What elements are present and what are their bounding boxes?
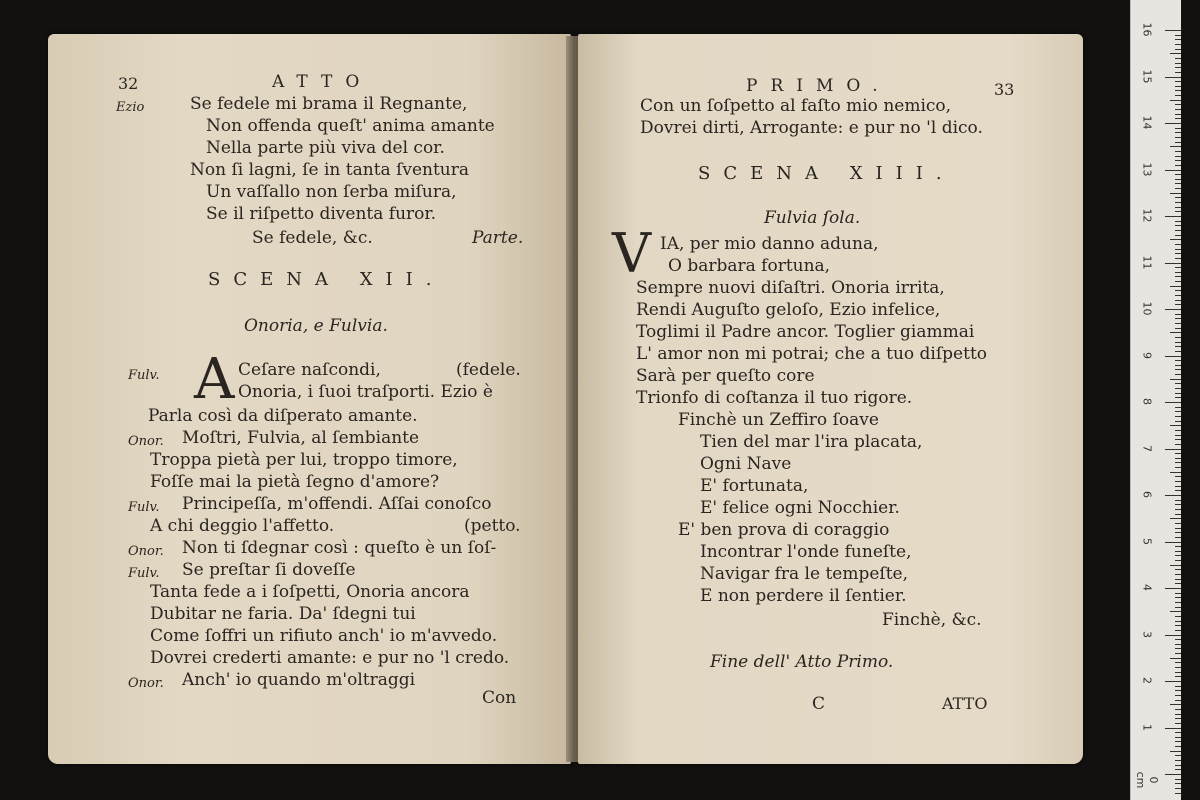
ruler-tick — [1175, 616, 1181, 617]
scene-title: SCENA XIII. — [698, 163, 955, 184]
ruler-tick — [1175, 165, 1181, 166]
ruler-tick — [1175, 267, 1181, 268]
ruler-tick — [1175, 686, 1181, 687]
ruler-tick — [1175, 504, 1181, 505]
ruler-tick — [1175, 225, 1181, 226]
catchword: ATTO — [942, 694, 988, 713]
ruler-tick — [1175, 337, 1181, 338]
signature-mark: C — [812, 694, 826, 714]
ruler-label: 1 — [1140, 723, 1154, 731]
aria-line: Se il riſpetto diventa furor. — [206, 204, 437, 224]
ruler-tick — [1175, 369, 1181, 370]
ruler-tick — [1175, 662, 1181, 663]
dialogue-line: Troppa pietà per lui, troppo timore, — [150, 450, 458, 470]
ruler-tick — [1175, 407, 1181, 408]
aria-line: E non perdere il ſentier. — [700, 586, 907, 606]
aria-line: E' felice ogni Nocchier. — [700, 498, 900, 518]
ruler-tick — [1170, 425, 1181, 426]
aria-line: Incontrar l'onde funeſte, — [700, 542, 912, 562]
ruler-tick — [1175, 365, 1181, 366]
ruler-tick — [1175, 132, 1181, 133]
ruler-tick — [1165, 77, 1181, 78]
ruler-tick — [1175, 151, 1181, 152]
ruler-tick — [1175, 351, 1181, 352]
ruler-tick — [1175, 211, 1181, 212]
ruler-tick — [1175, 551, 1181, 552]
dialogue-line: Se preſtar ſi doveſſe — [182, 560, 356, 580]
ruler-tick — [1175, 676, 1181, 677]
ruler-tick — [1175, 779, 1181, 780]
ruler-tick — [1175, 723, 1181, 724]
ruler-tick — [1175, 160, 1181, 161]
ruler-tick — [1175, 235, 1181, 236]
ruler-tick — [1175, 500, 1181, 501]
recitative-line: Trionfo di coſtanza il tuo rigore. — [636, 388, 913, 408]
dialogue-line: A chi deggio l'affetto. — [150, 516, 335, 536]
ruler-label: 14 — [1140, 115, 1154, 130]
ruler-tick — [1170, 751, 1181, 752]
ruler-tick — [1175, 755, 1181, 756]
ruler-tick — [1175, 597, 1181, 598]
ruler-tick — [1175, 179, 1181, 180]
ruler-tick — [1175, 137, 1181, 138]
right-running-head: PRIMO. — [746, 76, 891, 96]
aria-line: Se fedele mi brama il Regnante, — [190, 94, 468, 114]
ruler-tick — [1175, 476, 1181, 477]
ruler-tick — [1175, 221, 1181, 222]
ruler-tick — [1175, 639, 1181, 640]
ruler-tick — [1175, 769, 1181, 770]
ruler-tick — [1175, 397, 1181, 398]
measuring-ruler — [1130, 0, 1181, 800]
ruler-tick — [1165, 774, 1181, 775]
ruler-tick — [1170, 518, 1181, 519]
ruler-label: 12 — [1140, 208, 1154, 223]
ruler-tick — [1175, 393, 1181, 394]
da-capo: Finchè, &c. — [882, 610, 982, 630]
ruler-tick — [1175, 458, 1181, 459]
ruler-tick — [1175, 411, 1181, 412]
ruler-tick — [1175, 197, 1181, 198]
ruler-tick — [1175, 555, 1181, 556]
ruler-tick — [1175, 230, 1181, 231]
ruler-tick — [1175, 276, 1181, 277]
ruler-tick — [1175, 560, 1181, 561]
ruler-tick — [1175, 453, 1181, 454]
ruler-tick — [1175, 421, 1181, 422]
ruler-label: 5 — [1140, 537, 1154, 545]
ruler-tick — [1175, 272, 1181, 273]
aria-line: E' ben prova di coraggio — [678, 520, 890, 540]
ruler-tick — [1175, 583, 1181, 584]
ruler-tick — [1175, 695, 1181, 696]
dialogue-line: Principeſſa, m'offendi. Aſſai conoſco — [182, 494, 492, 514]
speaker: Fulv. — [128, 566, 160, 581]
ruler-tick — [1175, 314, 1181, 315]
ruler-tick — [1175, 486, 1181, 487]
dialogue-line: Parla così da diſperato amante. — [148, 406, 418, 426]
ruler-tick — [1170, 332, 1181, 333]
ruler-tick — [1175, 737, 1181, 738]
dropcap: A — [194, 347, 235, 412]
ruler-tick — [1175, 188, 1181, 189]
ruler-tick — [1175, 244, 1181, 245]
aria-line: Un vaſſallo non ſerba miſura, — [206, 182, 457, 202]
ruler-label: 9 — [1140, 351, 1154, 359]
ruler-tick — [1170, 239, 1181, 240]
dialogue-line: Dovrei crederti amante: e pur no 'l credo. — [150, 648, 510, 668]
ruler-tick — [1165, 356, 1181, 357]
ruler-tick — [1170, 472, 1181, 473]
recitative-line: Rendi Auguſto geloſo, Ezio infelice, — [636, 300, 941, 320]
ruler-tick — [1175, 328, 1181, 329]
ruler-tick — [1175, 202, 1181, 203]
scene-title: SCENA XII. — [208, 269, 445, 290]
ruler-tick — [1175, 439, 1181, 440]
ruler-tick — [1175, 435, 1181, 436]
ruler-tick — [1175, 207, 1181, 208]
ruler-tick — [1175, 732, 1181, 733]
ruler-label: 8 — [1140, 398, 1154, 405]
ruler-label: 11 — [1140, 255, 1154, 269]
ruler-tick — [1170, 379, 1181, 380]
ruler-tick — [1175, 258, 1181, 259]
ruler-tick — [1175, 467, 1181, 468]
ruler-tick — [1175, 793, 1181, 794]
ruler-tick — [1165, 309, 1181, 310]
dialogue-line: Anch' io quando m'oltraggi — [182, 670, 416, 690]
aria-line: Non offenda queſt' anima amante — [206, 116, 495, 136]
ruler-tick — [1175, 667, 1181, 668]
ruler-tick — [1175, 788, 1181, 789]
ruler-tick — [1175, 81, 1181, 82]
ruler-tick — [1170, 146, 1181, 147]
ruler-tick — [1175, 537, 1181, 538]
ruler-tick — [1175, 128, 1181, 129]
text-line: Con un ſoſpetto al faſto mio nemico, — [640, 96, 952, 116]
aria-line: Tien del mar l'ira placata, — [700, 432, 923, 452]
ruler-tick — [1170, 704, 1181, 705]
da-capo: Se fedele, &c. — [252, 228, 373, 248]
right-page-number: 33 — [994, 80, 1015, 99]
ruler-tick — [1175, 746, 1181, 747]
ruler-label: 15 — [1140, 69, 1154, 83]
ruler-tick — [1175, 90, 1181, 91]
ruler-tick — [1175, 653, 1181, 654]
ruler-label: 10 — [1140, 301, 1154, 316]
ruler-tick — [1175, 118, 1181, 119]
ruler-tick — [1175, 67, 1181, 68]
ruler-tick — [1175, 300, 1181, 301]
speaker: Fulv. — [128, 500, 160, 515]
ruler-tick — [1175, 290, 1181, 291]
ruler-tick — [1175, 509, 1181, 510]
ruler-tick — [1175, 718, 1181, 719]
dialogue-line: Ceſare naſcondi, — [238, 360, 381, 380]
dialogue-line: (petto. — [464, 516, 521, 536]
ruler-tick — [1175, 323, 1181, 324]
ruler-tick — [1175, 346, 1181, 347]
ruler-tick — [1165, 263, 1181, 264]
ruler-label: 6 — [1140, 491, 1154, 498]
ruler-tick — [1175, 360, 1181, 361]
ruler-tick — [1175, 760, 1181, 761]
aria-line: Nella parte più viva del cor. — [206, 138, 445, 158]
ruler-tick — [1175, 58, 1181, 59]
recitative-line: O barbara fortuna, — [668, 256, 831, 276]
ruler-tick — [1175, 602, 1181, 603]
ruler-tick — [1175, 569, 1181, 570]
ruler-tick — [1175, 621, 1181, 622]
dialogue-line: Moſtri, Fulvia, al ſembiante — [182, 428, 420, 448]
ruler-tick — [1175, 765, 1181, 766]
recitative-line: Sempre nuovi diſaſtri. Onoria irrita, — [636, 278, 945, 298]
speaker-ezio: Ezio — [116, 100, 145, 115]
ruler-tick — [1175, 579, 1181, 580]
exit-direction: Parte. — [472, 228, 524, 248]
ruler-tick — [1175, 648, 1181, 649]
ruler-tick — [1165, 495, 1181, 496]
ruler-tick — [1175, 644, 1181, 645]
end-of-act: Fine dell' Atto Primo. — [710, 652, 894, 672]
recitative-line: L' amor non mi potrai; che a tuo diſpetto — [636, 344, 988, 364]
speaker: Onor. — [128, 544, 164, 559]
ruler-tick — [1175, 44, 1181, 45]
ruler-label: 0 cm — [1134, 771, 1160, 789]
ruler-tick — [1175, 514, 1181, 515]
ruler-tick — [1175, 714, 1181, 715]
ruler-tick — [1175, 546, 1181, 547]
ruler-tick — [1175, 142, 1181, 143]
recitative-line: Toglimi il Padre ancor. Toglier giammai — [636, 322, 975, 342]
ruler-tick — [1175, 95, 1181, 96]
ruler-tick — [1175, 607, 1181, 608]
ruler-tick — [1165, 123, 1181, 124]
ruler-tick — [1175, 49, 1181, 50]
dropcap: V — [612, 222, 651, 285]
ruler-tick — [1165, 681, 1181, 682]
ruler-tick — [1175, 86, 1181, 87]
ruler-tick — [1165, 728, 1181, 729]
ruler-tick — [1175, 741, 1181, 742]
ruler-tick — [1165, 30, 1181, 31]
ruler-tick — [1170, 193, 1181, 194]
ruler-tick — [1165, 449, 1181, 450]
ruler-tick — [1175, 430, 1181, 431]
ruler-label: 4 — [1140, 584, 1154, 591]
aria-line: E' fortunata, — [700, 476, 809, 496]
dialogue-line: Come ſoffri un rifiuto anch' io m'avvedo. — [150, 626, 498, 646]
ruler-tick — [1175, 528, 1181, 529]
ruler-tick — [1175, 523, 1181, 524]
ruler-tick — [1175, 295, 1181, 296]
ruler-tick — [1175, 630, 1181, 631]
catchword: Con — [482, 688, 517, 708]
ruler-tick — [1165, 170, 1181, 171]
ruler-tick — [1175, 183, 1181, 184]
ruler-tick — [1175, 388, 1181, 389]
ruler-tick — [1165, 216, 1181, 217]
text-line: Dovrei dirti, Arrogante: e pur no 'l dico. — [640, 118, 983, 138]
ruler-tick — [1175, 72, 1181, 73]
left-page-number: 32 — [118, 74, 139, 93]
speaker: Onor. — [128, 676, 164, 691]
dialogue-line: (fedele. — [456, 360, 521, 380]
ruler-tick — [1175, 304, 1181, 305]
ruler-tick — [1170, 100, 1181, 101]
ruler-tick — [1165, 635, 1181, 636]
ruler-tick — [1175, 462, 1181, 463]
ruler-tick — [1170, 565, 1181, 566]
left-running-head: ATTO — [272, 72, 373, 92]
ruler-tick — [1175, 672, 1181, 673]
ruler-label: 3 — [1140, 630, 1154, 638]
dialogue-line: Tanta fede a i ſoſpetti, Onoria ancora — [150, 582, 470, 602]
aria-line: Non ſi lagni, ſe in tanta ſventura — [190, 160, 470, 180]
aria-line: Navigar fra le tempeſte, — [700, 564, 909, 584]
ruler-tick — [1175, 690, 1181, 691]
ruler-tick — [1175, 783, 1181, 784]
ruler-tick — [1175, 156, 1181, 157]
ruler-tick — [1175, 104, 1181, 105]
ruler-tick — [1175, 444, 1181, 445]
scene-characters: Onoria, e Fulvia. — [244, 316, 388, 336]
ruler-tick — [1170, 611, 1181, 612]
ruler-tick — [1175, 281, 1181, 282]
ruler-tick — [1175, 490, 1181, 491]
ruler-tick — [1175, 39, 1181, 40]
ruler-tick — [1165, 402, 1181, 403]
dialogue-line: Dubitar ne faria. Da' ſdegni tui — [150, 604, 416, 624]
scene-characters: Fulvia ſola. — [764, 208, 861, 228]
ruler-tick — [1175, 481, 1181, 482]
ruler-tick — [1170, 286, 1181, 287]
dialogue-line: Foſſe mai la pietà ſegno d'amore? — [150, 472, 440, 492]
ruler-tick — [1170, 53, 1181, 54]
ruler-tick — [1175, 318, 1181, 319]
aria-line: Ogni Nave — [700, 454, 792, 474]
ruler-tick — [1175, 416, 1181, 417]
ruler-label: 13 — [1140, 162, 1154, 176]
ruler-tick — [1175, 625, 1181, 626]
ruler-tick — [1175, 374, 1181, 375]
ruler-tick — [1165, 542, 1181, 543]
ruler-tick — [1175, 253, 1181, 254]
ruler-tick — [1175, 35, 1181, 36]
ruler-label: 16 — [1140, 22, 1154, 37]
recitative-line: Sarà per queſto core — [636, 366, 815, 386]
dialogue-line: Non ti ſdegnar così : queſto è un ſoſ- — [182, 538, 497, 558]
recitative-line: IA, per mio danno aduna, — [660, 234, 879, 254]
ruler-tick — [1175, 109, 1181, 110]
ruler-tick — [1175, 174, 1181, 175]
ruler-label: 7 — [1140, 444, 1154, 452]
aria-line: Finchè un Zeffiro ſoave — [678, 410, 879, 430]
ruler-tick — [1175, 114, 1181, 115]
ruler-tick — [1165, 588, 1181, 589]
ruler-tick — [1175, 532, 1181, 533]
dialogue-line: Onoria, i ſuoi traſporti. Ezio è — [238, 382, 493, 402]
ruler-tick — [1170, 658, 1181, 659]
ruler-tick — [1175, 63, 1181, 64]
ruler-tick — [1175, 593, 1181, 594]
ruler-tick — [1175, 342, 1181, 343]
ruler-tick — [1175, 709, 1181, 710]
speaker: Fulv. — [128, 368, 160, 383]
ruler-tick — [1175, 383, 1181, 384]
ruler-tick — [1175, 700, 1181, 701]
ruler-tick — [1175, 574, 1181, 575]
ruler-label: 2 — [1140, 677, 1154, 684]
speaker: Onor. — [128, 434, 164, 449]
ruler-tick — [1175, 249, 1181, 250]
